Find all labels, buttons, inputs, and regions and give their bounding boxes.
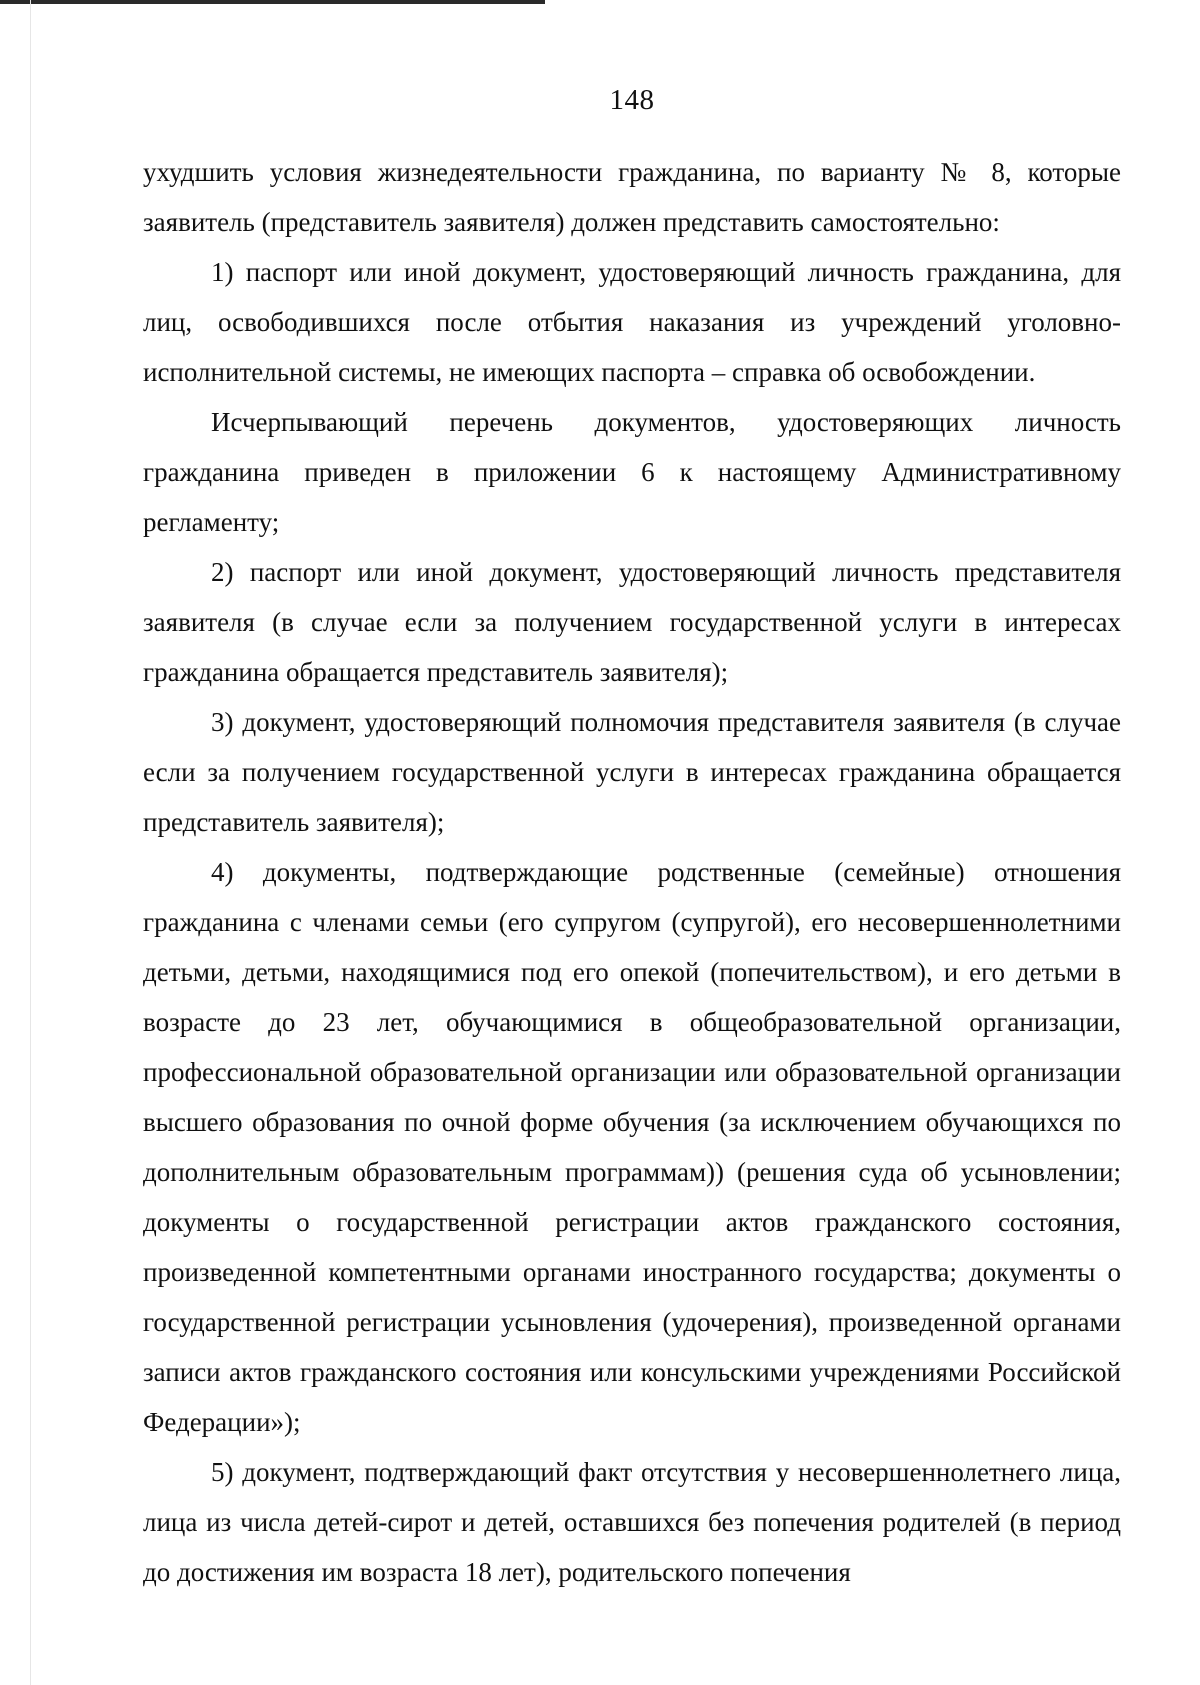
paragraph-item-4: 4) документы, подтверждающие родственные (семейные) отношения гражданина с членами семьи (его супругом (супругой), его несовершеннолетними детьми, детьми, находящимися под его опекой (попечительством), и его детьми в возрасте до 23 лет, обучающимися в общеобразовательной организации, профессиональной образовательной организации или образовательной организации высшего образования по очной форме обучения (за исключением обучающихся по дополнительным образовательным программам)) (решения суда об усыновлении; документы о государственной регистрации актов гражданского состояния, произведенной компетентными органами иностранного государства; документы о государственной регистрации усыновления (удочерения), произведенной органами записи актов гражданского состояния или консульскими учреждениями Российской Федерации»); — [143, 857, 1121, 1437]
scan-top-border — [0, 0, 545, 4]
paragraph-item-1: 1) паспорт или иной документ, удостоверяющий личность гражданина, для лиц, освободившихся после отбытия наказания из учреждений уголовно-исполнительной системы, не имеющих паспорта – справка об освобождении. — [143, 257, 1121, 387]
paragraph-continuation: ухудшить условия жизнедеятельности гражданина, по варианту № 8, которые заявитель (представитель заявителя) должен представить самостоятельно: — [143, 157, 1121, 237]
scan-left-edge — [30, 0, 31, 1685]
paragraph-item-5: 5) документ, подтверждающий факт отсутствия у несовершеннолетнего лица, лица из числа детей-сирот и детей, оставшихся без попечения родителей (в период до достижения им возраста 18 лет), родительского попечения — [143, 1457, 1121, 1587]
paragraph-exhaustive-list: Исчерпывающий перечень документов, удостоверяющих личность гражданина приведен в приложении 6 к настоящему Административному регламенту; — [143, 407, 1121, 537]
paragraph-item-3: 3) документ, удостоверяющий полномочия представителя заявителя (в случае если за получением государственной услуги в интересах гражданина обращается представитель заявителя); — [143, 707, 1121, 837]
document-body — [143, 147, 1121, 1597]
paragraph-item-2: 2) паспорт или иной документ, удостоверяющий личность представителя заявителя (в случае если за получением государственной услуги в интересах гражданина обращается представитель заявителя); — [143, 557, 1121, 687]
page-number: 148 — [609, 84, 655, 116]
